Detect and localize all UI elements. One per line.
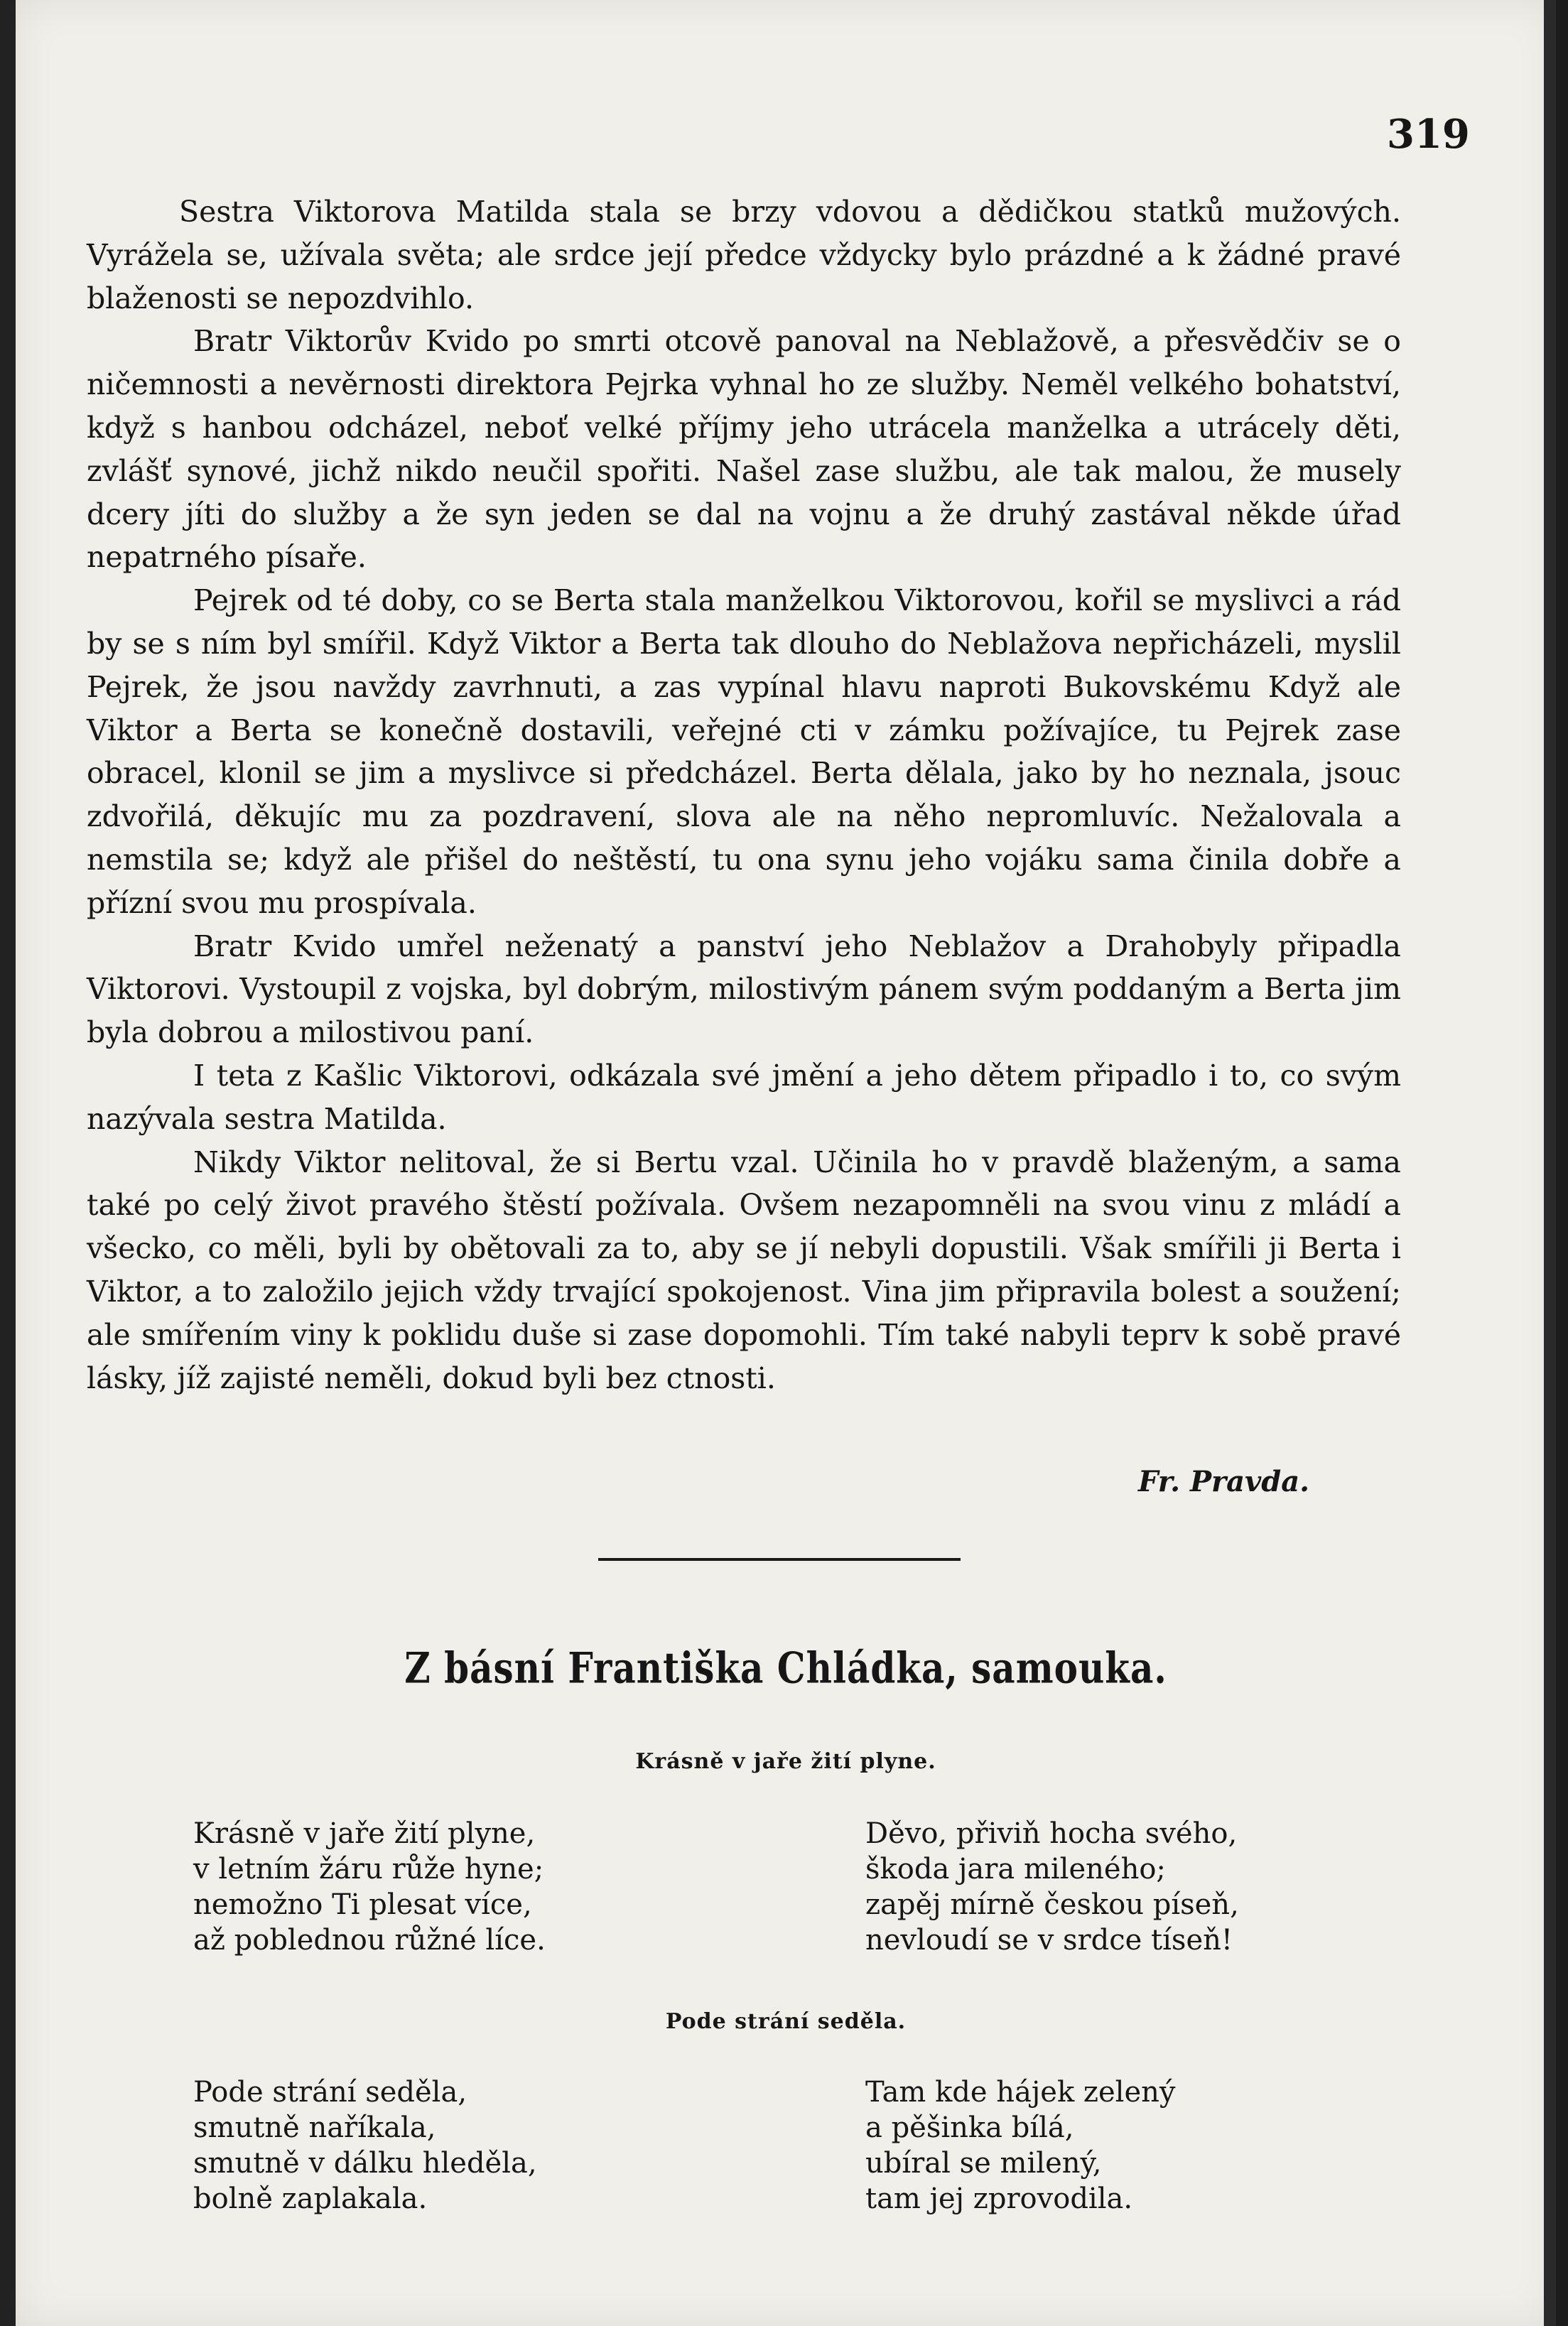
verse-line: ubíral se milený, xyxy=(865,2147,1102,2180)
book-page xyxy=(16,0,1556,2326)
paragraph: Nikdy Viktor nelitoval, že si Bertu vzal. Učinila ho v pravdě blaženým, a sama také po celý život pravého štěstí požívala. Ovšem nezapomněli na svou vinu z mládí a všecko, co měli, byli by obětovali za to, aby se jí nebyli dopustili. Však smířili ji Berta i Viktor, a to založilo jejich vždy trvající spokojenost. Vina jim připravila bolest a soužení; ale smířením viny k poklidu duše si zase dopomohli. Tím také nabyli teprv k sobě pravé lásky, jíž zajisté neměli, dokud byli bez ctnosti. xyxy=(87,1145,1401,1395)
verse-line: tam jej zprovodila. xyxy=(865,2182,1133,2215)
verse-line: a pěšinka bílá, xyxy=(865,2111,1074,2144)
verse-line: v letním žáru růže hyne; xyxy=(193,1853,544,1886)
stanza-right xyxy=(865,2075,1176,2217)
paragraph: Sestra Viktorova Matilda stala se brzy vdovou a dědičkou statků mužových. Vyrážela se, užívala světa; ale srdce její předce vždycky bylo prázdné a k žádné pravé blaženosti se nepozdvihlo. xyxy=(87,195,1401,315)
verse-line: zapěj mírně českou píseň, xyxy=(865,1888,1239,1921)
author-signature: Fr. Pravda. xyxy=(1138,1465,1310,1498)
verse-line: Tam kde hájek zelený xyxy=(865,2076,1176,2109)
paragraph: Bratr Viktorův Kvido po smrti otcově panoval na Neblažově, a přesvědčiv se o ničemnosti a nevěrnosti direktora Pejrka vyhnal ho ze služby. Neměl velkého bohatství, když s hanbou odcházel, neboť velké příjmy jeho utrácela manželka a utrácely děti, zvlášť synové, jichž nikdo neučil spořiti. Našel zase službu, ale tak malou, že musely dcery jíti do služby a že syn jeden se dal na vojnu a že druhý zastával někde úřad nepatrného písaře. xyxy=(87,324,1401,575)
scan-edge-left xyxy=(0,0,16,2326)
stanza-left xyxy=(193,1816,546,1958)
verse-line: nemožno Ti plesat více, xyxy=(193,1888,532,1921)
verse-line: až poblednou růžné líce. xyxy=(193,1924,546,1957)
story-body xyxy=(87,190,1401,1400)
section-title: Z básní Františka Chládka, samouka. xyxy=(404,1643,1167,1693)
stanza-right xyxy=(865,1816,1239,1958)
paragraph: Pejrek od té doby, co se Berta stala manželkou Viktorovou, kořil se myslivci a rád by se s ním byl smířil. Když Viktor a Berta tak dlouho do Neblažova nepřicházeli, myslil Pejrek, že jsou navždy zavrhnuti, a zas vypínal hlavu naproti Bukovskému Když ale Viktor a Berta se konečně dostavili, veřejné cti v zámku požívajíce, tu Pejrek zase obracel, klonil se jim a myslivce si předcházel. Berta dělala, jako by ho neznala, jsouc zdvořilá, děkujíc mu za pozdravení, slova ale na něho nepromluvíc. Nežalovala a nemstila se; když ale přišel do neštěstí, tu ona synu jeho vojáku sama činila dobře a přízní svou mu prospívala. xyxy=(87,583,1401,920)
verse-line: Pode strání seděla, xyxy=(193,2076,467,2109)
verse-line: bolně zaplakala. xyxy=(193,2182,428,2215)
stanza-left xyxy=(193,2075,537,2217)
verse-line: škoda jara milenéhо; xyxy=(865,1853,1166,1886)
paragraph: I teta z Kašlic Viktorovi, odkázala své jmění a jeho dětem připadlo i to, co svým nazývala sestra Matilda. xyxy=(87,1058,1401,1136)
page-number: 319 xyxy=(1387,111,1470,158)
verse-line: Krásně v jaře žití plyne, xyxy=(193,1817,536,1850)
poem-title: Krásně v jaře žití plyne. xyxy=(635,1749,936,1774)
poem-title: Pode strání seděla. xyxy=(665,2009,907,2034)
verse-line: smutně v dálku hleděla, xyxy=(193,2147,537,2180)
verse-line: nevloudí se v srdce tíseň! xyxy=(865,1924,1233,1957)
paragraph: Bratr Kvido umřel neženatý a panství jeho Neblažov a Drahobyly připadla Viktorovi. Vystoupil z vojska, byl dobrým, milostivým pánem svým poddaným a Berta jim byla dobrou a milostivou paní. xyxy=(87,929,1401,1050)
verse-line: smutně naříkala, xyxy=(193,2111,436,2144)
scan-edge-right xyxy=(1544,0,1556,2326)
verse-line: Děvo, přiviň hocha svého, xyxy=(865,1817,1238,1850)
section-divider xyxy=(598,1558,961,1561)
